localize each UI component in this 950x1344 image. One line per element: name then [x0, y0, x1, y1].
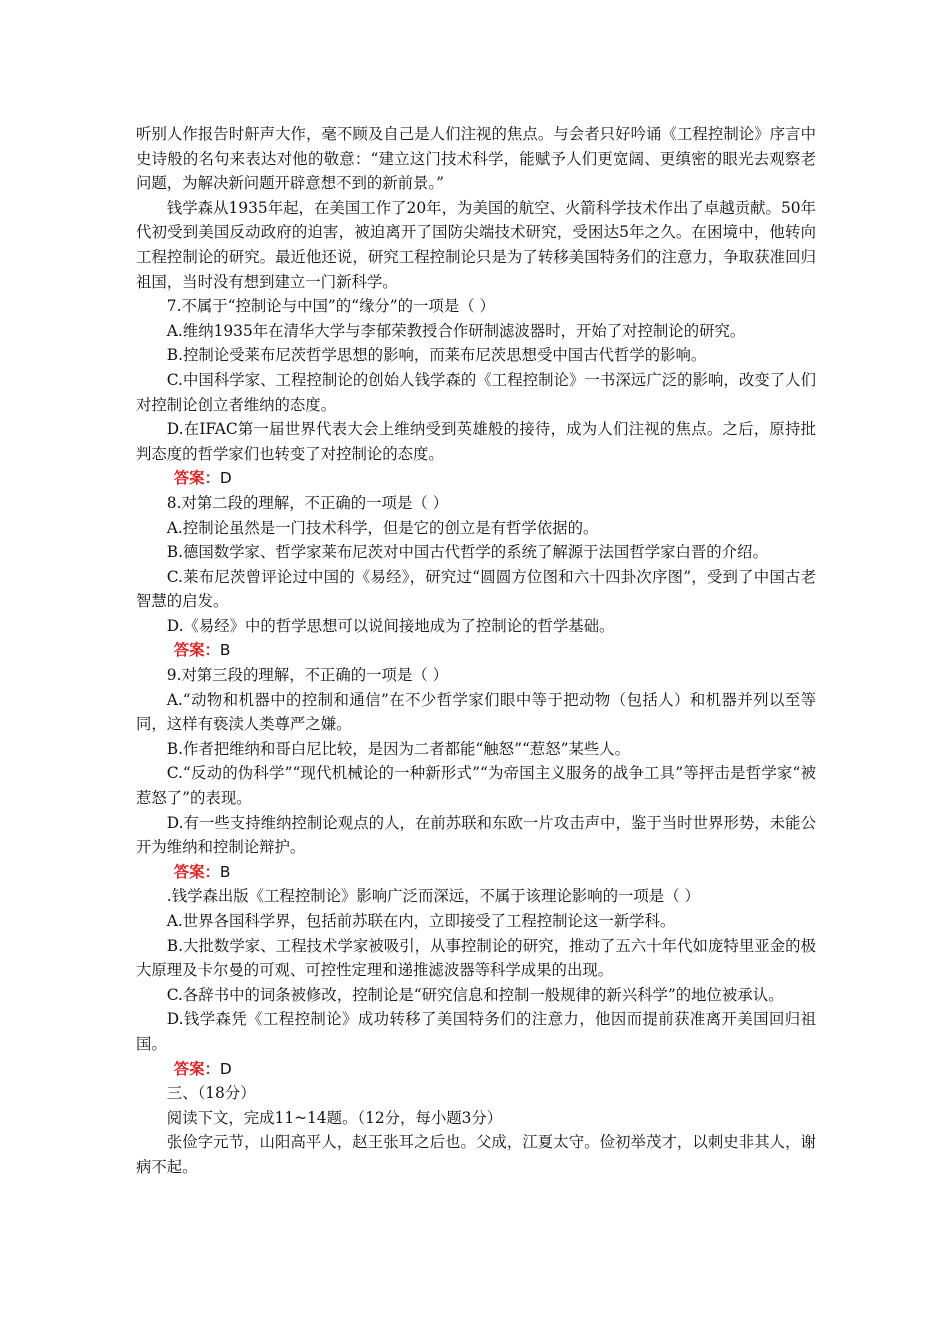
answer-label: 答案：	[173, 862, 220, 881]
paragraph-qian-xuesen: 钱学森从1935年起，在美国工作了20年，为美国的航空、火箭科学技术作出了卓越贡献。50年代初受到美国反动政府的迫害，被迫离开了国防尖端技术研究，受困达5年之久。在困境中，他转向工程控制论的研究。最近他还说，研究工程控制论只是为了转移美国特务们的注意力，争取获准回归祖国，当时没有想到建立一门新科学。	[136, 198, 816, 291]
question-7-stem: 7.不属于“控制论与中国”的“缘分”的一项是（ ）	[166, 297, 495, 316]
question-9-option-a: A.“动物和机器中的控制和通信”在不少哲学家们眼中等于把动物（包括人）和机器并列以至等同，这样有亵渎人类尊严之嫌。	[136, 690, 816, 734]
question-7-answer	[136, 466, 816, 491]
question-9-option-c: C.“反动的伪科学”“现代机械论的一种新形式”“为帝国主义服务的战争工具”等抨击是哲学家“被惹怒了”的表现。	[136, 764, 816, 808]
question-7-option-c: C.中国科学家、工程控制论的创始人钱学森的《工程控制论》一书深远广泛的影响，改变了人们对控制论创立者维纳的态度。	[136, 370, 816, 414]
question-8-stem: 8.对第二段的理解，不正确的一项是（ ）	[166, 493, 449, 512]
answer-value: D	[219, 469, 232, 488]
question-9-answer	[136, 860, 816, 885]
question-9-option-d: D.有一些支持维纳控制论观点的人，在前苏联和东欧一片攻击声中，鉴于当时世界形势，未能公开为维纳和控制论辩护。	[136, 813, 816, 857]
question-8-answer	[136, 638, 816, 663]
question-10-option-d: D.钱学森凭《工程控制论》成功转移了美国特务们的注意力，他因而提前获准离开美国回归祖国。	[136, 1010, 816, 1053]
question-8-option-a: A.控制论虽然是一门技术科学，但是它的创立是有哲学依据的。	[166, 518, 599, 537]
answer-value: B	[219, 641, 231, 660]
answer-value: B	[219, 862, 231, 881]
question-10-option-a: A.世界各国科学界，包括前苏联在内，立即接受了工程控制论这一新学科。	[166, 912, 676, 930]
question-10-option-c: C.各辞书中的词条被修改，控制论是“研究信息和控制一般规律的新兴科学”的地位被承认。	[166, 985, 784, 1004]
question-9-stem: 9.对第三段的理解，不正确的一项是（ ）	[166, 666, 449, 685]
answer-label: 答案：	[173, 1059, 220, 1078]
section-three-heading: 三、（18分）	[166, 1084, 256, 1103]
question-10-answer	[136, 1057, 816, 1082]
question-8-option-c: C.莱布尼茨曾评论过中国的《易经》，研究过“圆圆方位图和六十四卦次序图”，受到了中国古老智慧的启发。	[136, 567, 816, 611]
question-7-option-b: B.控制论受莱布尼茨哲学思想的影响，而莱布尼茨思想受中国古代哲学的影响。	[166, 346, 707, 365]
question-9-option-b: B.作者把维纳和哥白尼比较，是因为二者都能“触怒”“惹怒”某些人。	[166, 739, 631, 758]
question-10-stem: .钱学森出版《工程控制论》影响广泛而深远，不属于该理论影响的一项是（ ）	[166, 887, 700, 906]
question-8-option-d: D.《易经》中的哲学思想可以说间接地成为了控制论的哲学基础。	[166, 616, 615, 635]
question-7-option-a: A.维纳1935年在清华大学与李郁荣教授合作研制滤波器时，开始了对控制论的研究。	[166, 321, 746, 340]
question-10-option-b: B.大批数学家、工程技术学家被吸引，从事控制论的研究，推动了五六十年代如庞特里亚金的极大原理及卡尔曼的可观、可控性定理和递推滤波器等科学成果的出现。	[136, 936, 816, 980]
reading-instruction: 阅读下文，完成11~14题。（12分，每小题3分）	[166, 1108, 503, 1127]
document-body	[136, 122, 816, 1180]
paragraph-continuation: 听别人作报告时鼾声大作，毫不顾及自己是人们注视的焦点。与会者只好吟诵《工程控制论》序言中史诗般的名句来表达对他的敬意：“建立这门技术科学，能赋予人们更宽阔、更缜密的眼光去观察老问题，为解决新问题开辟意想不到的新前景。”	[136, 125, 816, 193]
answer-label: 答案：	[173, 469, 220, 488]
answer-label: 答案：	[173, 641, 220, 660]
answer-value: D	[219, 1059, 232, 1078]
question-8-option-b: B.德国数学家、哲学家莱布尼茨对中国古代哲学的系统了解源于法国哲学家白晋的介绍。	[166, 543, 768, 562]
classical-passage: 张俭字元节，山阳高平人，赵王张耳之后也。父成，江夏太守。俭初举茂才，以刺史非其人，谢病不起。	[136, 1133, 816, 1176]
question-7-option-d: D.在IFAC第一届世界代表大会上维纳受到英雄般的接待，成为人们注视的焦点。之后，原持批判态度的哲学家们也转变了对控制论的态度。	[136, 420, 816, 463]
